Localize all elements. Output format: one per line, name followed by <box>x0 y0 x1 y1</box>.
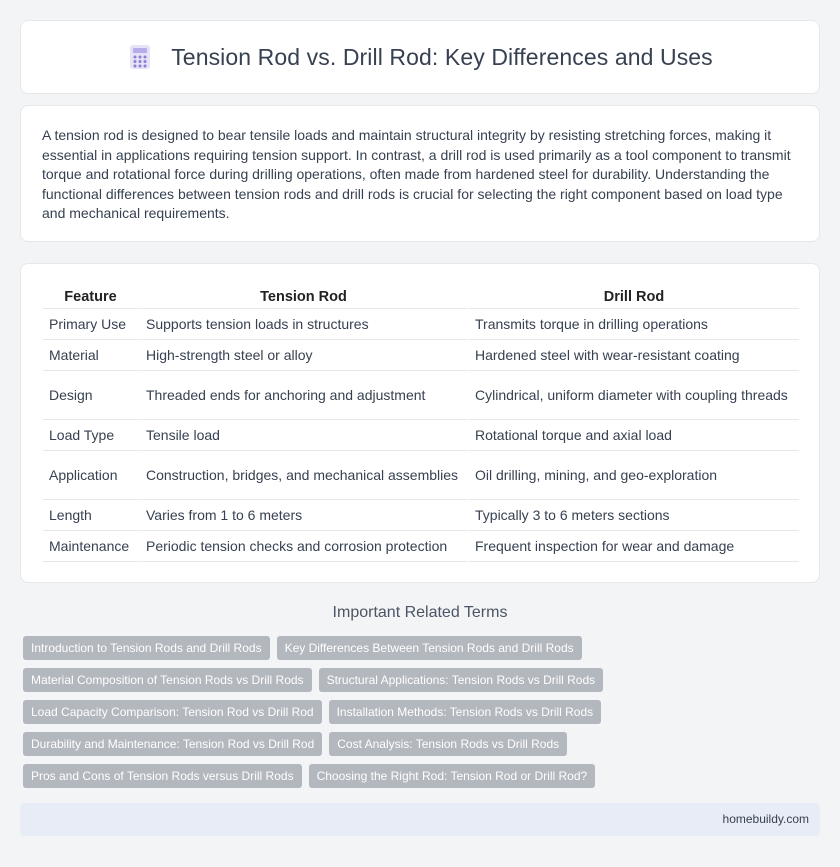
related-term-tag[interactable]: Installation Methods: Tension Rods vs Drill Rods <box>329 700 602 724</box>
comparison-table <box>43 284 799 562</box>
table-row <box>43 451 799 500</box>
table-row <box>43 500 799 531</box>
related-term-tag[interactable]: Load Capacity Comparison: Tension Rod vs Drill Rod <box>23 700 322 724</box>
drill-rod-cell: Hardened steel with wear-resistant coating <box>467 340 799 371</box>
footer <box>20 803 820 836</box>
related-term-tag[interactable]: Durability and Maintenance: Tension Rod vs Drill Rod <box>23 732 322 756</box>
feature-cell: Primary Use <box>43 309 138 340</box>
table-row <box>43 371 799 420</box>
feature-cell: Maintenance <box>43 531 138 562</box>
feature-cell: Material <box>43 340 138 371</box>
tag-row <box>23 668 823 692</box>
drill-rod-cell: Cylindrical, uniform diameter with coupling threads <box>467 371 799 420</box>
tension-rod-cell: Construction, bridges, and mechanical assemblies <box>138 451 467 500</box>
related-terms-tags <box>23 636 823 796</box>
table-row <box>43 420 799 451</box>
tension-rod-cell: High-strength steel or alloy <box>138 340 467 371</box>
header-tension-rod: Tension Rod <box>138 284 467 309</box>
tension-rod-cell: Varies from 1 to 6 meters <box>138 500 467 531</box>
page-title: Tension Rod vs. Drill Rod: Key Differences and Uses <box>171 43 713 70</box>
comparison-table-card <box>20 263 820 583</box>
feature-cell: Load Type <box>43 420 138 451</box>
table-row <box>43 340 799 371</box>
table-row <box>43 309 799 340</box>
calculator-icon <box>127 44 153 70</box>
related-terms-heading: Important Related Terms <box>332 604 508 621</box>
drill-rod-cell: Typically 3 to 6 meters sections <box>467 500 799 531</box>
header-drill-rod: Drill Rod <box>467 284 799 309</box>
tension-rod-cell: Tensile load <box>138 420 467 451</box>
feature-cell: Design <box>43 371 138 420</box>
intro-text: A tension rod is designed to bear tensile loads and maintain structural integrity by resisting stretching forces, making it essential in applications requiring tension support. In contrast, a drill rod is used primarily as a tool component to transmit torque and rotational force during drilling operations, often made from hardened steel for durability. Understanding the functional differences between tension rods and drill rods is crucial for selecting the right component based on load type and mechanical requirements. <box>42 127 791 222</box>
feature-cell: Length <box>43 500 138 531</box>
drill-rod-cell: Frequent inspection for wear and damage <box>467 531 799 562</box>
title-card <box>20 20 820 94</box>
related-term-tag[interactable]: Key Differences Between Tension Rods and Drill Rods <box>277 636 582 660</box>
tag-row <box>23 732 823 756</box>
table-row <box>43 531 799 562</box>
drill-rod-cell: Rotational torque and axial load <box>467 420 799 451</box>
tag-row <box>23 764 823 788</box>
tag-row <box>23 636 823 660</box>
footer-site-link[interactable]: homebuildy.com <box>722 812 809 826</box>
feature-cell: Application <box>43 451 138 500</box>
related-term-tag[interactable]: Pros and Cons of Tension Rods versus Drill Rods <box>23 764 302 788</box>
intro-card <box>20 105 820 242</box>
tension-rod-cell: Periodic tension checks and corrosion protection <box>138 531 467 562</box>
related-term-tag[interactable]: Cost Analysis: Tension Rods vs Drill Rods <box>329 732 567 756</box>
tension-rod-cell: Supports tension loads in structures <box>138 309 467 340</box>
related-term-tag[interactable]: Choosing the Right Rod: Tension Rod or Drill Rod? <box>309 764 596 788</box>
drill-rod-cell: Oil drilling, mining, and geo-exploration <box>467 451 799 500</box>
drill-rod-cell: Transmits torque in drilling operations <box>467 309 799 340</box>
title-wrap <box>127 44 713 71</box>
related-term-tag[interactable]: Introduction to Tension Rods and Drill Rods <box>23 636 270 660</box>
tension-rod-cell: Threaded ends for anchoring and adjustment <box>138 371 467 420</box>
related-term-tag[interactable]: Material Composition of Tension Rods vs Drill Rods <box>23 668 312 692</box>
related-term-tag[interactable]: Structural Applications: Tension Rods vs Drill Rods <box>319 668 604 692</box>
tag-row <box>23 700 823 724</box>
header-feature: Feature <box>43 284 138 309</box>
table-header-row <box>43 284 799 309</box>
